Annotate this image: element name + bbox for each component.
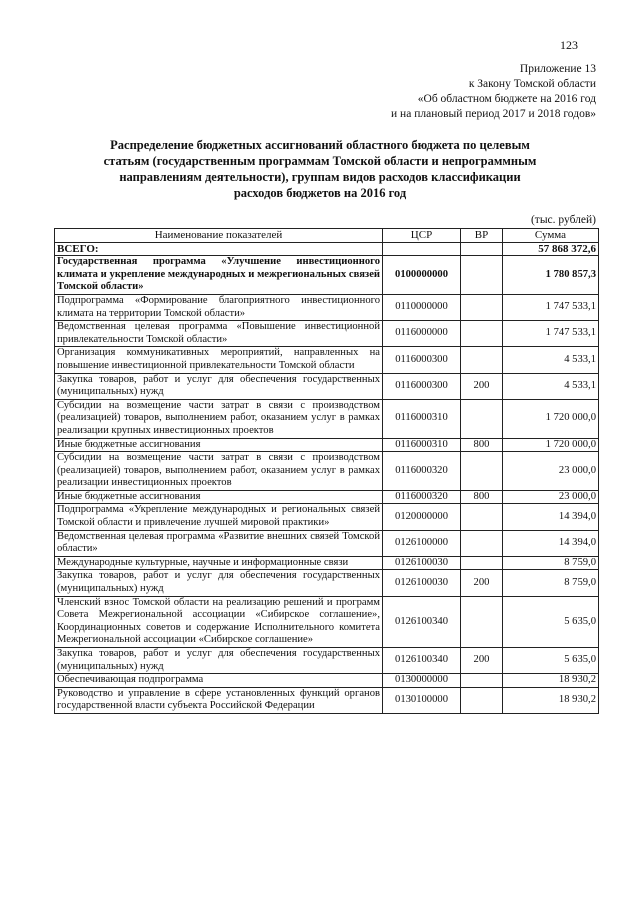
title-line: расходов бюджетов на 2016 год xyxy=(233,186,407,200)
row-csr-cell: 0116000320 xyxy=(383,452,461,491)
header-sum: Сумма xyxy=(503,229,599,243)
row-sum-cell: 1 720 000,0 xyxy=(503,399,599,438)
budget-table xyxy=(54,228,599,714)
row-vr-cell xyxy=(461,452,503,491)
row-vr-cell xyxy=(461,530,503,556)
row-vr-cell: 800 xyxy=(461,490,503,504)
header-name: Наименование показателей xyxy=(55,229,383,243)
row-csr-cell: 0130000000 xyxy=(383,674,461,688)
row-sum-cell: 5 635,0 xyxy=(503,596,599,647)
table-row xyxy=(55,530,599,556)
appendix-line: к Закону Томской области xyxy=(468,78,596,90)
appendix-line: и на плановый период 2017 и 2018 годов» xyxy=(391,108,596,120)
row-name-cell: Закупка товаров, работ и услуг для обеспечения государственных (муниципальных) нужд xyxy=(55,373,383,399)
total-csr xyxy=(383,242,461,256)
row-vr-cell xyxy=(461,347,503,373)
row-sum-cell: 8 759,0 xyxy=(503,556,599,570)
document-title xyxy=(60,137,580,201)
page-number: 123 xyxy=(560,38,578,52)
title-line: Распределение бюджетных ассигнований областного бюджета по целевым xyxy=(110,138,530,152)
row-vr-cell xyxy=(461,596,503,647)
row-csr-cell: 0116000300 xyxy=(383,347,461,373)
table-row xyxy=(55,347,599,373)
row-sum-cell: 23 000,0 xyxy=(503,490,599,504)
row-name-cell: Иные бюджетные ассигнования xyxy=(55,438,383,452)
appendix-line: Приложение 13 xyxy=(519,63,596,75)
row-csr-cell: 0126100030 xyxy=(383,556,461,570)
row-vr-cell: 200 xyxy=(461,648,503,674)
row-name-cell: Подпрограмма «Формирование благоприятного инвестиционного климата на территории Томской области» xyxy=(55,294,383,320)
header-csr: ЦСР xyxy=(383,229,461,243)
row-csr-cell: 0126100340 xyxy=(383,596,461,647)
row-sum-cell: 1 747 533,1 xyxy=(503,321,599,347)
table-row xyxy=(55,438,599,452)
row-csr-cell: 0110000000 xyxy=(383,294,461,320)
row-name-cell: Иные бюджетные ассигнования xyxy=(55,490,383,504)
table-row xyxy=(55,373,599,399)
row-sum-cell: 1 780 857,3 xyxy=(503,256,599,295)
table-row xyxy=(55,256,599,295)
row-name-cell: Обеспечивающая подпрограмма xyxy=(55,674,383,688)
table-row xyxy=(55,294,599,320)
row-csr-cell: 0130100000 xyxy=(383,687,461,713)
row-sum-cell: 14 394,0 xyxy=(503,530,599,556)
table-row xyxy=(55,687,599,713)
row-sum-cell: 4 533,1 xyxy=(503,373,599,399)
row-vr-cell: 200 xyxy=(461,570,503,596)
row-name-cell: Государственная программа «Улучшение инвестиционного климата и укрепление международных и межрегиональных связей Томской области» xyxy=(55,256,383,295)
row-vr-cell xyxy=(461,556,503,570)
total-vr xyxy=(461,242,503,256)
total-row xyxy=(55,242,599,256)
row-name-cell: Руководство и управление в сфере установленных функций органов государственной власти субъекта Российской Федерации xyxy=(55,687,383,713)
row-sum-cell: 1 720 000,0 xyxy=(503,438,599,452)
row-sum-cell: 1 747 533,1 xyxy=(503,294,599,320)
table-row xyxy=(55,674,599,688)
table-row xyxy=(55,556,599,570)
table-row xyxy=(55,399,599,438)
unit-note: (тыс. рублей) xyxy=(530,214,596,226)
row-vr-cell xyxy=(461,399,503,438)
row-csr-cell: 0120000000 xyxy=(383,504,461,530)
row-name-cell: Субсидии на возмещение части затрат в связи с производством (реализацией) товаров, выполнением работ, оказанием услуг в рамках реализации крупных инвестиционных проектов xyxy=(55,399,383,438)
row-name-cell: Закупка товаров, работ и услуг для обеспечения государственных (муниципальных) нужд xyxy=(55,648,383,674)
row-name-cell: Подпрограмма «Укрепление международных и региональных связей Томской области и привлечение лучшей мировой практики» xyxy=(55,504,383,530)
row-csr-cell: 0126100000 xyxy=(383,530,461,556)
table-header-row xyxy=(55,229,599,243)
row-vr-cell: 200 xyxy=(461,373,503,399)
row-csr-cell: 0116000310 xyxy=(383,438,461,452)
appendix-header xyxy=(336,62,596,122)
title-line: направлениям деятельности), группам видов расходов классификации xyxy=(119,170,521,184)
row-vr-cell xyxy=(461,256,503,295)
table-row xyxy=(55,596,599,647)
row-sum-cell: 5 635,0 xyxy=(503,648,599,674)
row-name-cell: Субсидии на возмещение части затрат в связи с производством (реализацией) товаров, выполнением работ, оказанием услуг в рамках реализации инвестиционных проектов xyxy=(55,452,383,491)
total-sum: 57 868 372,6 xyxy=(503,242,599,256)
row-name-cell: Ведомственная целевая программа «Развитие внешних связей Томской области» xyxy=(55,530,383,556)
row-sum-cell: 23 000,0 xyxy=(503,452,599,491)
total-label: ВСЕГО: xyxy=(55,242,383,256)
row-sum-cell: 4 533,1 xyxy=(503,347,599,373)
row-sum-cell: 18 930,2 xyxy=(503,674,599,688)
row-csr-cell: 0126100340 xyxy=(383,648,461,674)
row-name-cell: Закупка товаров, работ и услуг для обеспечения государственных (муниципальных) нужд xyxy=(55,570,383,596)
row-vr-cell xyxy=(461,674,503,688)
table-row xyxy=(55,490,599,504)
row-vr-cell xyxy=(461,504,503,530)
table-row xyxy=(55,321,599,347)
row-vr-cell xyxy=(461,321,503,347)
row-name-cell: Ведомственная целевая программа «Повышение инвестиционной привлекательности Томской области» xyxy=(55,321,383,347)
row-vr-cell xyxy=(461,294,503,320)
row-name-cell: Членский взнос Томской области на реализацию решений и программ Совета Межрегиональной ассоциации «Сибирское соглашение», Координационных советов и содержание Исполнительного комитета Межрегиональной ассоциации «Сибирское соглашение» xyxy=(55,596,383,647)
row-csr-cell: 0116000300 xyxy=(383,373,461,399)
appendix-line: «Об областном бюджете на 2016 год xyxy=(417,93,596,105)
row-csr-cell: 0126100030 xyxy=(383,570,461,596)
table-row xyxy=(55,648,599,674)
header-vr: ВР xyxy=(461,229,503,243)
row-csr-cell: 0100000000 xyxy=(383,256,461,295)
row-vr-cell: 800 xyxy=(461,438,503,452)
row-name-cell: Организация коммуникативных мероприятий, направленных на повышение инвестиционной привлекательности Томской области xyxy=(55,347,383,373)
row-sum-cell: 18 930,2 xyxy=(503,687,599,713)
table-row xyxy=(55,452,599,491)
row-sum-cell: 14 394,0 xyxy=(503,504,599,530)
row-csr-cell: 0116000000 xyxy=(383,321,461,347)
row-name-cell: Международные культурные, научные и информационные связи xyxy=(55,556,383,570)
row-csr-cell: 0116000310 xyxy=(383,399,461,438)
title-line: статьям (государственным программам Томской области и непрограммным xyxy=(103,154,537,168)
table-row xyxy=(55,504,599,530)
table-row xyxy=(55,570,599,596)
row-vr-cell xyxy=(461,687,503,713)
row-csr-cell: 0116000320 xyxy=(383,490,461,504)
row-sum-cell: 8 759,0 xyxy=(503,570,599,596)
